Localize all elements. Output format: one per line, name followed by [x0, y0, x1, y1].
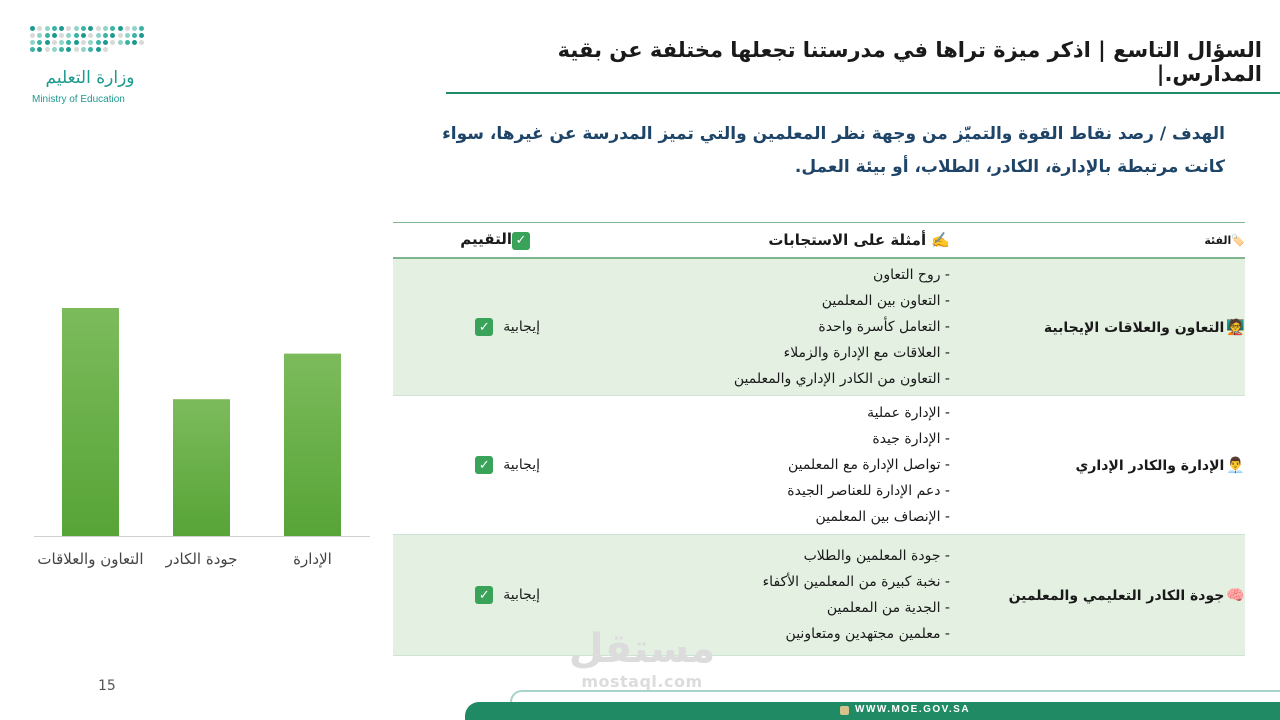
logo-dot: [125, 26, 130, 31]
logo-dot: [37, 33, 42, 38]
logo-dot: [45, 40, 50, 45]
logo-dot: [110, 40, 115, 45]
logo-dot: [81, 33, 86, 38]
row-category-label: جودة الكادر التعليمي والمعلمين: [1008, 588, 1225, 604]
logo-dot: [125, 47, 130, 52]
logo-dot: [30, 47, 35, 52]
logo-dot: [81, 47, 86, 52]
evaluation-label: إيجابية: [503, 587, 540, 603]
x-tick-label: الإدارة: [293, 550, 332, 568]
footer-emblem-icon: [840, 706, 849, 715]
bar-1: [173, 399, 230, 536]
bar-2: [284, 354, 341, 536]
list-item: - التعاون من الكادر الإداري والمعلمين: [620, 366, 950, 392]
logo-dot: [45, 33, 50, 38]
header-evaluation: [393, 230, 620, 250]
row-category-label: الإدارة والكادر الإداري: [1075, 458, 1225, 474]
logo-dot: [37, 40, 42, 45]
moe-logo: [30, 26, 150, 110]
logo-dot: [30, 33, 35, 38]
logo-dot: [132, 47, 137, 52]
check-icon: ✓: [475, 318, 493, 336]
logo-dot: [139, 26, 144, 31]
logo-dot: [59, 26, 64, 31]
list-item: - الجدية من المعلمين: [620, 595, 950, 621]
teacher-icon: 🧑‍🏫: [1226, 318, 1245, 336]
header-examples: ✍️ أمثلة على الاستجابات: [768, 231, 950, 249]
logo-dot: [37, 47, 42, 52]
logo-dot: [110, 33, 115, 38]
check-icon: ✓: [475, 456, 493, 474]
logo-dot: [66, 40, 71, 45]
logo-dot: [52, 33, 57, 38]
list-item: - دعم الإدارة للعناصر الجيدة: [620, 478, 950, 504]
logo-dot: [103, 33, 108, 38]
logo-dot: [118, 47, 123, 52]
list-item: - العلاقات مع الإدارة والزملاء: [620, 340, 950, 366]
x-tick-label: التعاون والعلاقات: [37, 550, 144, 568]
logo-dot: [88, 26, 93, 31]
row-examples: [620, 400, 980, 530]
logo-dot: [74, 33, 79, 38]
table-header: [393, 222, 1245, 259]
logo-dot: [110, 26, 115, 31]
logo-dot: [103, 40, 108, 45]
row-examples: [620, 262, 980, 392]
logo-dot: [88, 47, 93, 52]
watermark-english: mostaql.com: [581, 672, 703, 691]
list-item: - روح التعاون: [620, 262, 950, 288]
evaluation-label: إيجابية: [503, 319, 540, 335]
logo-dot: [125, 40, 130, 45]
table-row: [393, 259, 1245, 396]
logo-dot: [81, 40, 86, 45]
logo-dot: [74, 47, 79, 52]
logo-dot: [74, 40, 79, 45]
logo-dot: [81, 26, 86, 31]
responses-table: [393, 222, 1245, 656]
check-icon: ✓: [512, 232, 530, 250]
watermark: [562, 626, 722, 691]
bar-0: [62, 308, 119, 536]
bar-chart: [34, 290, 374, 610]
logo-dot: [103, 47, 108, 52]
logo-dot: [66, 26, 71, 31]
x-tick-label: جودة الكادر: [165, 550, 238, 568]
list-item: - تواصل الإدارة مع المعلمين: [620, 452, 950, 478]
logo-dot: [132, 26, 137, 31]
list-item: - الإدارة جيدة: [620, 426, 950, 452]
row-category-label: التعاون والعلاقات الإيجابية: [1043, 320, 1225, 336]
logo-dot: [30, 26, 35, 31]
manager-icon: 👨‍💼: [1226, 456, 1245, 474]
list-item: - التعاون بين المعلمين: [620, 288, 950, 314]
logo-dot: [96, 26, 101, 31]
check-icon: ✓: [475, 586, 493, 604]
logo-dot: [37, 26, 42, 31]
bar-chart-svg: [34, 290, 374, 550]
logo-dot: [59, 47, 64, 52]
header-evaluation-label: التقييم: [460, 230, 512, 249]
list-item: - التعامل كأسرة واحدة: [620, 314, 950, 340]
logo-dot: [132, 40, 137, 45]
logo-dot: [118, 40, 123, 45]
logo-dot: [96, 47, 101, 52]
logo-dot: [88, 40, 93, 45]
logo-dot: [139, 40, 144, 45]
row-evaluation: [393, 586, 620, 604]
row-category: [980, 456, 1245, 474]
logo-dot: [88, 33, 93, 38]
logo-dot: [139, 33, 144, 38]
row-evaluation: [393, 456, 620, 474]
logo-dot: [110, 47, 115, 52]
row-category: [980, 318, 1245, 336]
list-item: - الإنصاف بين المعلمين: [620, 504, 950, 530]
logo-dot: [30, 40, 35, 45]
logo-dot: [118, 33, 123, 38]
goal-paragraph: الهدف / رصد نقاط القوة والتميّز من وجهة نظر المعلمين والتي تميز المدرسة عن غيرها، سواء كانت مرتبطة بالإدارة، الكادر، الطلاب، أو بيئة العمل.: [442, 124, 1225, 177]
logo-dot: [52, 47, 57, 52]
watermark-arabic: مستقل: [568, 626, 716, 672]
logo-dot: [96, 40, 101, 45]
logo-dot: [66, 33, 71, 38]
list-item: - نخبة كبيرة من المعلمين الأكفاء: [620, 569, 950, 595]
logo-dot: [59, 40, 64, 45]
list-item: - معلمين مجتهدين ومتعاونين: [620, 621, 950, 647]
list-item: - الإدارة عملية: [620, 400, 950, 426]
logo-dot: [118, 26, 123, 31]
logo-dot: [59, 33, 64, 38]
logo-dot: [103, 26, 108, 31]
logo-dot: [52, 40, 57, 45]
title-divider: [446, 92, 1280, 94]
footer-url: WWW.MOE.GOV.SA: [855, 704, 971, 715]
logo-dot: [74, 26, 79, 31]
brain-icon: 🧠: [1226, 586, 1245, 604]
table-row: [393, 396, 1245, 535]
logo-dot: [125, 33, 130, 38]
logo-dot: [66, 47, 71, 52]
slide-title: السؤال التاسع | اذكر ميزة تراها في مدرستنا تجعلها مختلفة عن بقية المدارس.|: [557, 38, 1262, 86]
logo-dots-icon: [30, 26, 150, 52]
table-row: [393, 535, 1245, 656]
logo-dot: [139, 47, 144, 52]
row-category: [980, 586, 1245, 604]
logo-dot: [45, 47, 50, 52]
logo-arabic-text: وزارة التعليم: [45, 68, 135, 88]
row-evaluation: [393, 318, 620, 336]
logo-dot: [132, 33, 137, 38]
logo-dot: [52, 26, 57, 31]
page-number: 15: [98, 678, 116, 694]
logo-dot: [45, 26, 50, 31]
evaluation-label: إيجابية: [503, 457, 540, 473]
list-item: - جودة المعلمين والطلاب: [620, 543, 950, 569]
logo-dot: [96, 33, 101, 38]
logo-english-text: Ministry of Education: [32, 94, 125, 105]
header-category: 🏷️الفئة: [1204, 233, 1245, 247]
